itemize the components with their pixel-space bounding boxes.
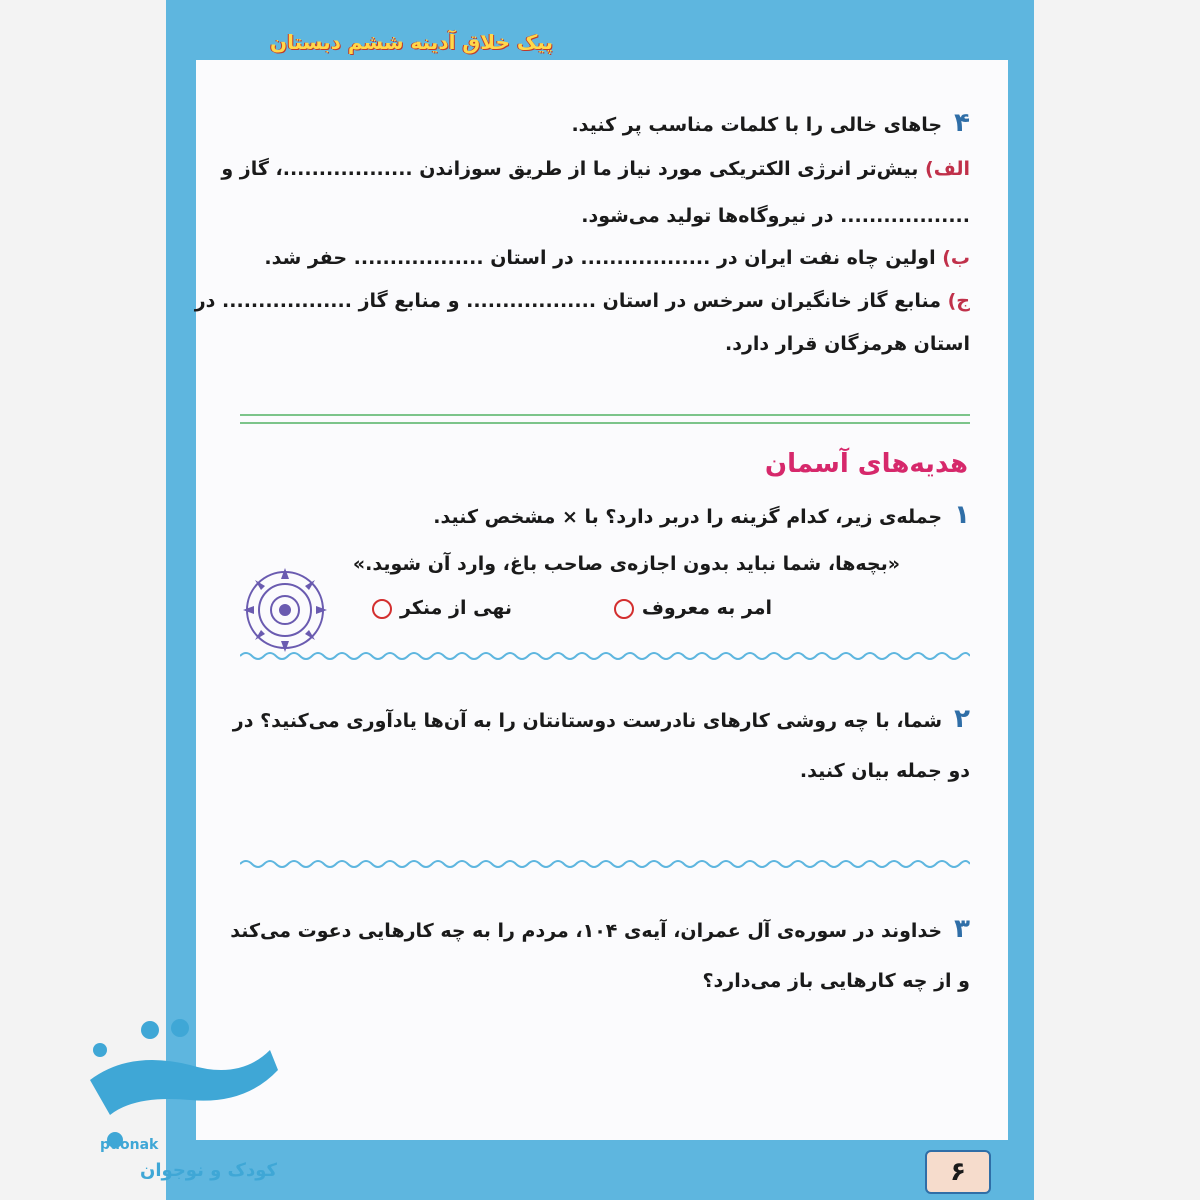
q4-a-text1: بیش‌تر انرژی الکتریکی مورد نیاز ما از طریق سوزاندن ..................، گاز و [221, 158, 919, 180]
q4-a-label: الف) [925, 158, 970, 180]
s1-number: ۱ [954, 500, 970, 530]
s3-number: ۳ [954, 914, 970, 944]
q4-c-line1 [195, 290, 970, 313]
q4-a-line2: .................. در نیروگاه‌ها تولید می‌شود. [581, 205, 970, 227]
s2-number: ۲ [954, 704, 970, 734]
q4-b-label: ب) [942, 247, 970, 269]
section-divider [240, 414, 970, 424]
s1-option2-label: نهی از منکر [400, 597, 512, 619]
q4-number: ۴ [954, 108, 970, 138]
s3-prompt [230, 900, 970, 1003]
s1-option1[interactable] [614, 597, 772, 620]
page-number: ۶ [925, 1150, 991, 1194]
q4-b-line [264, 247, 970, 270]
q4-c-label: ج) [947, 290, 970, 312]
option2-radio[interactable] [372, 599, 392, 619]
q4-a-line1 [221, 158, 970, 181]
q4-b-text: اولین چاه نفت ایران در .................. در استان .................. حفر شد. [264, 247, 936, 269]
wavy-divider [240, 650, 970, 662]
s3-prompt-text: خداوند در سوره‌ی آل عمران، آیه‌ی ۱۰۴، مردم را به چه کارهایی دعوت می‌کند و از چه کارهایی باز می‌دارد؟ [230, 920, 970, 992]
q4-c-line2: استان هرمزگان قرار دارد. [724, 333, 970, 355]
s1-quote: «بچه‌ها، شما نباید بدون اجازه‌ی صاحب باغ، وارد آن شوید.» [352, 553, 900, 575]
s1-prompt [433, 500, 970, 531]
s2-prompt-text: شما، با چه روشی کارهای نادرست دوستانتان را به آن‌ها یادآوری می‌کنید؟ در دو جمله بیان کنید. [232, 710, 970, 782]
q4-prompt-text: جاهای خالی را با کلمات مناسب پر کنید. [571, 114, 943, 136]
s1-prompt-text: جمله‌ی زیر، کدام گزینه را دربر دارد؟ با × مشخص کنید. [433, 506, 943, 528]
q4-c-text1: منابع گاز خانگیران سرخس در استان .................. و منابع گاز .................. در [194, 290, 941, 312]
s2-prompt [230, 690, 970, 793]
logo-subtitle: کودک و نوجوان [140, 1160, 277, 1181]
header-title: پیک خلاق آدینه ششم دبستان [270, 30, 553, 54]
logo-latin: puonak [100, 1137, 159, 1153]
section-title: هدیه‌های آسمان [764, 449, 968, 479]
option1-radio[interactable] [614, 599, 634, 619]
q4-prompt [571, 108, 970, 139]
s1-option1-label: امر به معروف [641, 597, 772, 619]
wavy-divider-2 [240, 858, 970, 870]
mandala-ornament-icon [240, 565, 330, 655]
s1-option2[interactable] [372, 597, 512, 620]
